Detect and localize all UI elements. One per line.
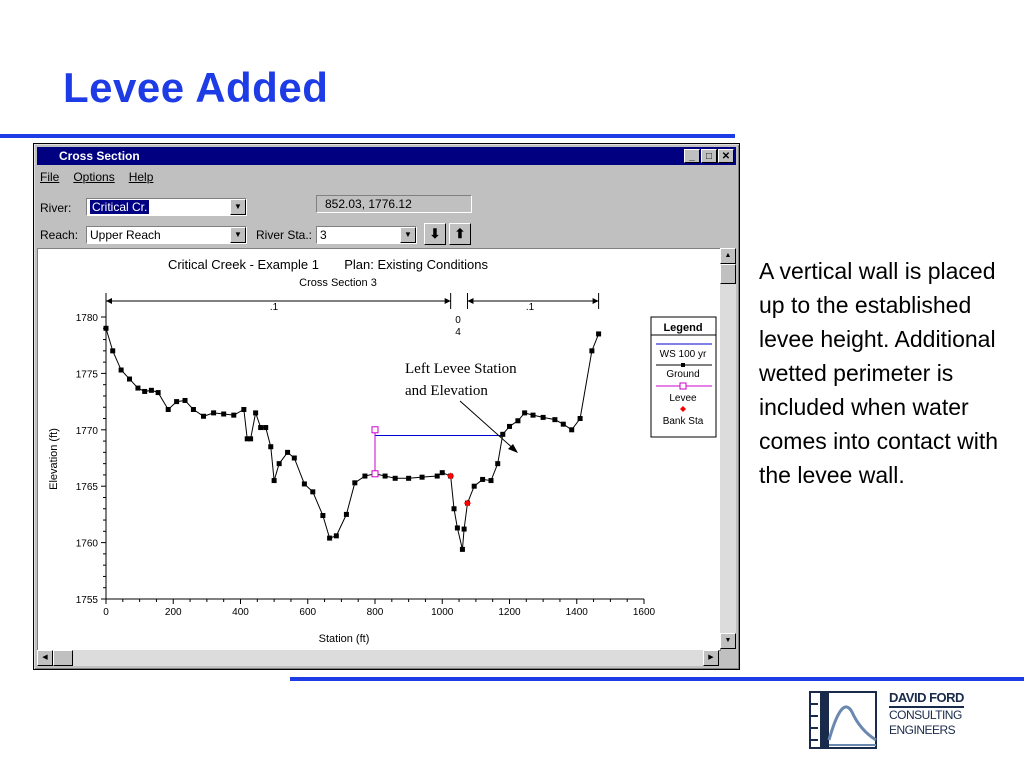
ground-point xyxy=(344,512,349,517)
ground-point xyxy=(263,425,268,430)
x-tick-label: 400 xyxy=(232,607,249,618)
ground-point xyxy=(174,399,179,404)
ground-point xyxy=(455,525,460,530)
ground-point xyxy=(383,474,388,479)
y-tick-label: 1755 xyxy=(75,595,98,606)
ground-point xyxy=(531,413,536,418)
legend-bank: Bank Sta xyxy=(662,416,704,427)
ground-point xyxy=(393,476,398,481)
chevron-down-icon[interactable]: ▼ xyxy=(230,199,246,215)
ground-point xyxy=(127,377,132,382)
ground-point xyxy=(440,470,445,475)
ground-point xyxy=(569,427,574,432)
ground-point xyxy=(292,456,297,461)
reach-label: Reach: xyxy=(40,228,79,242)
logo-line3: ENGINEERS xyxy=(889,723,956,737)
river-select[interactable] xyxy=(86,198,247,216)
ground-point xyxy=(135,386,140,391)
ground-point xyxy=(452,506,457,511)
legend-ws: WS 100 yr xyxy=(659,349,707,360)
y-tick-label: 1765 xyxy=(75,482,98,494)
ground-point xyxy=(221,412,226,417)
ground-point xyxy=(480,477,485,482)
y-tick-label: 1760 xyxy=(75,538,98,550)
river-sta-select[interactable] xyxy=(316,226,417,244)
manning-n-left: .1 xyxy=(269,302,279,313)
ground-point xyxy=(241,407,246,412)
menu-options[interactable]: Options xyxy=(73,170,115,184)
ground-point xyxy=(104,326,109,331)
chevron-down-icon[interactable]: ▼ xyxy=(230,227,246,243)
y-axis-label: Elevation (ft) xyxy=(48,428,60,490)
x-tick-label: 800 xyxy=(366,607,384,618)
logo-text xyxy=(889,690,964,738)
x-tick-label: 1400 xyxy=(565,607,588,618)
ground-point xyxy=(362,474,367,479)
menu-file[interactable]: File xyxy=(40,170,60,184)
x-axis-label: Station (ft) xyxy=(318,633,370,645)
y-tick-label: 1780 xyxy=(75,313,98,324)
ground-point xyxy=(156,390,161,395)
ground-point xyxy=(500,432,505,437)
ground-point xyxy=(578,416,583,421)
ground-point xyxy=(507,424,512,429)
cross-section-window xyxy=(33,143,740,670)
legend-levee: Levee xyxy=(669,393,697,404)
plot-area xyxy=(37,248,721,651)
scroll-left-icon[interactable]: ◀ xyxy=(37,650,53,666)
horizontal-scrollbar[interactable] xyxy=(37,650,719,666)
ground-point xyxy=(596,331,601,336)
ground-point xyxy=(302,481,307,486)
ground-point xyxy=(268,444,273,449)
ground-point xyxy=(495,461,500,466)
x-tick-label: 1600 xyxy=(632,607,656,618)
y-tick-label: 1770 xyxy=(75,425,98,437)
logo-line2: CONSULTING xyxy=(889,708,962,722)
manning-n-right: .1 xyxy=(525,302,535,313)
ground-point xyxy=(320,513,325,518)
company-logo xyxy=(808,690,968,752)
vertical-scrollbar[interactable] xyxy=(720,248,736,649)
scroll-up-icon[interactable]: ▲ xyxy=(720,248,736,264)
x-tick-label: 0 xyxy=(103,607,109,618)
ground-point xyxy=(462,527,467,532)
ground-point xyxy=(561,422,566,427)
ground-point xyxy=(472,484,477,489)
ground-point xyxy=(285,450,290,455)
ground-point xyxy=(211,410,216,415)
annotation-line2: and Elevation xyxy=(405,383,488,399)
ground-point xyxy=(435,474,440,479)
ground-point xyxy=(420,475,425,480)
menubar xyxy=(40,170,153,184)
ground-point xyxy=(149,388,154,393)
n-bracket-arrow xyxy=(467,298,473,304)
annotation-line1: Left Levee Station xyxy=(405,361,517,377)
top-divider xyxy=(0,134,735,138)
n-bracket-arrow xyxy=(106,298,112,304)
vertical-scroll-thumb[interactable] xyxy=(720,264,736,284)
ground-point xyxy=(272,478,277,483)
river-label: River: xyxy=(40,201,72,215)
legend-ground-marker xyxy=(681,363,685,367)
ground-point xyxy=(489,478,494,483)
close-button[interactable]: ✕ xyxy=(718,149,734,163)
ground-line xyxy=(106,328,599,549)
x-tick-label: 600 xyxy=(299,607,317,618)
river-sta-value: 3 xyxy=(320,228,327,242)
ground-point xyxy=(231,413,236,418)
coordinate-readout: 852.03, 1776.12 xyxy=(316,195,472,213)
ground-point xyxy=(166,407,171,412)
ground-point xyxy=(191,407,196,412)
maximize-button[interactable]: □ xyxy=(701,149,717,163)
ground-point xyxy=(248,436,253,441)
ground-point xyxy=(522,410,527,415)
ground-point xyxy=(552,417,557,422)
bank-label-top: 0 xyxy=(455,315,461,326)
ground-point xyxy=(142,389,147,394)
ground-point xyxy=(310,489,315,494)
ground-point xyxy=(119,368,124,373)
ground-point xyxy=(277,461,282,466)
scroll-down-icon[interactable]: ▼ xyxy=(720,633,736,649)
river-sta-label: River Sta.: xyxy=(256,228,313,242)
ground-point xyxy=(406,476,411,481)
x-tick-label: 1200 xyxy=(498,607,521,618)
next-up-button[interactable]: ⬆ xyxy=(449,223,471,245)
menu-help[interactable]: Help xyxy=(128,170,154,184)
legend-title: Legend xyxy=(663,322,703,334)
minimize-button[interactable]: _ xyxy=(684,149,700,163)
legend-levee-marker xyxy=(680,383,686,389)
legend-ground: Ground xyxy=(666,369,700,380)
ground-point xyxy=(460,547,465,552)
ground-point xyxy=(183,398,188,403)
logo-mark-icon xyxy=(808,690,878,752)
levee-point xyxy=(372,471,378,477)
ground-point xyxy=(110,348,115,353)
scroll-right-icon[interactable]: ▶ xyxy=(703,650,719,666)
ground-point xyxy=(253,410,258,415)
ground-point xyxy=(515,418,520,423)
levee-point xyxy=(372,427,378,433)
reach-value: Upper Reach xyxy=(90,228,161,242)
n-bracket-arrow xyxy=(445,298,451,304)
chevron-down-icon[interactable]: ▼ xyxy=(400,227,416,243)
logo-line1: DAVID FORD xyxy=(889,690,964,708)
window-titlebar[interactable] xyxy=(37,147,736,165)
river-value: Critical Cr. xyxy=(92,200,148,214)
ground-point xyxy=(589,348,594,353)
slide-title: Levee Added xyxy=(63,64,329,111)
ground-point xyxy=(541,415,546,420)
ground-point xyxy=(327,536,332,541)
bottom-divider xyxy=(290,677,1024,681)
legend xyxy=(651,317,716,437)
chart-title: Critical Creek - Example 1 Plan: Existing Conditions xyxy=(167,257,489,272)
y-tick-label: 1775 xyxy=(75,369,98,381)
bank-label-bottom: 4 xyxy=(455,327,461,338)
n-bracket-arrow xyxy=(593,298,599,304)
ground-point xyxy=(334,533,339,538)
x-tick-label: 1000 xyxy=(431,607,454,618)
ground-point xyxy=(258,425,263,430)
next-down-button[interactable]: ⬇ xyxy=(424,223,446,245)
reach-select[interactable] xyxy=(86,226,247,244)
window-title: Cross Section xyxy=(59,149,140,163)
horizontal-scroll-thumb[interactable] xyxy=(53,650,73,666)
slide-description: A vertical wall is placed up to the established levee height. Additional wetted perimeter is included when water comes into contact with the levee wall. xyxy=(759,258,999,488)
chart-subtitle: Cross Section 3 xyxy=(299,277,377,289)
x-tick-label: 200 xyxy=(164,607,182,618)
ground-point xyxy=(352,480,357,485)
ground-point xyxy=(201,414,206,419)
cross-section-chart xyxy=(38,249,720,650)
